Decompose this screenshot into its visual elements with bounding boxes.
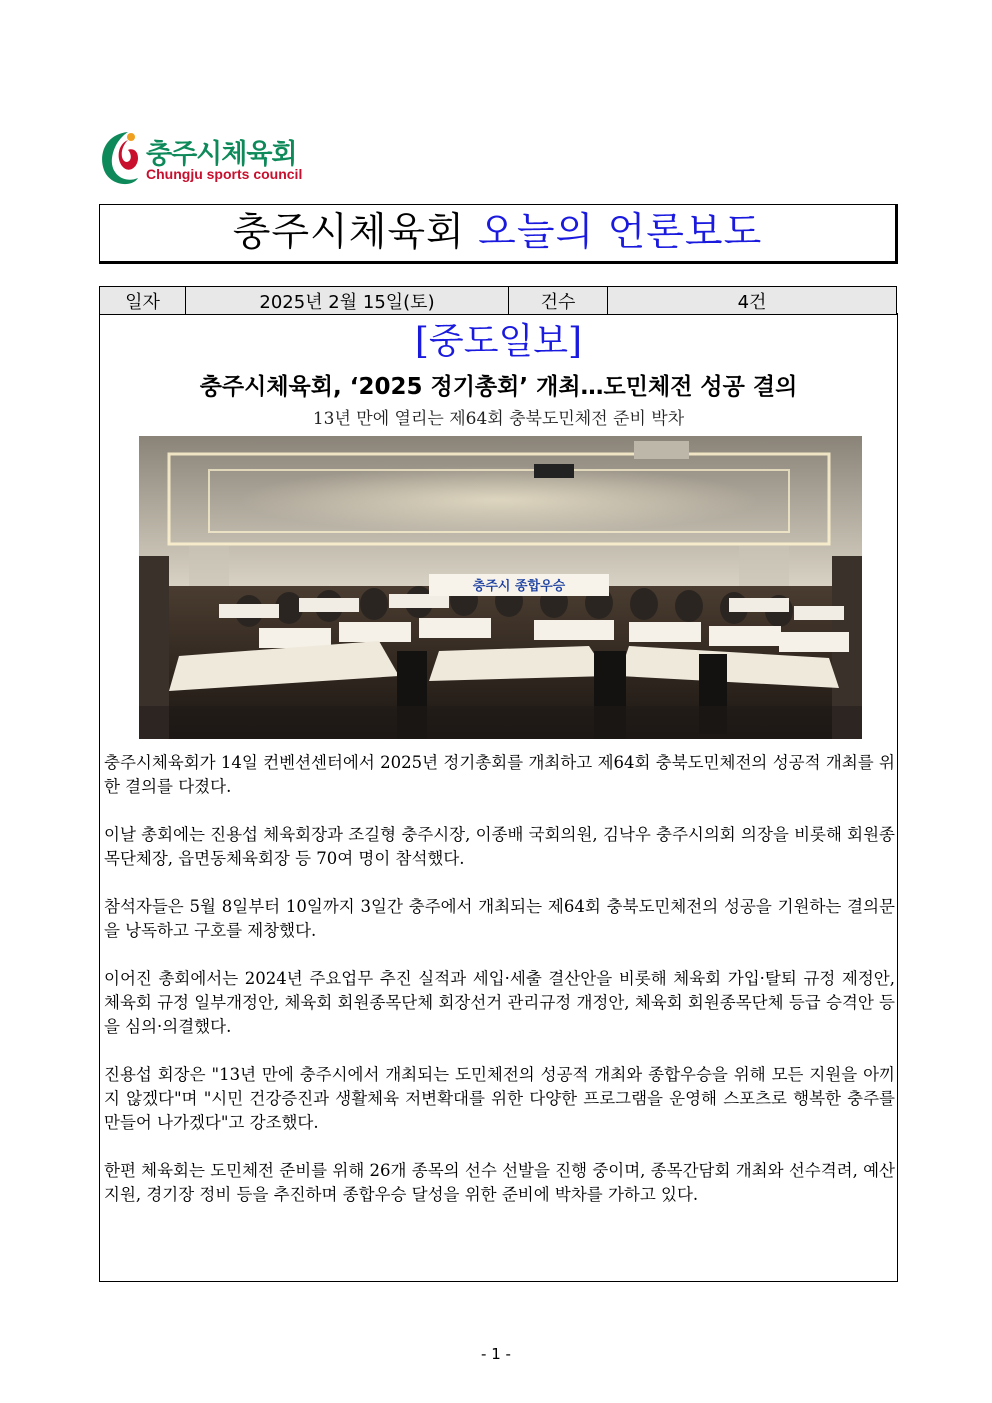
date-value: 2025년 2월 15일(토)	[186, 287, 509, 315]
report-title-box	[99, 204, 898, 264]
report-title-subject: 오늘의 언론보도	[478, 210, 763, 255]
article-paragraph: 이날 총회에는 진용섭 체육회장과 조길형 충주시장, 이종배 국회의원, 김낙우 충주시의회 의장을 비롯해 회원종목단체장, 읍면동체육회장 등 70여 명이 참석했다.	[104, 825, 895, 868]
logo-emblem-icon	[98, 128, 142, 188]
report-title-org: 충주시체육회	[232, 210, 465, 255]
article-photo	[139, 436, 862, 739]
logo	[98, 128, 318, 190]
article-paragraph: 충주시체육회가 14일 컨벤션센터에서 2025년 정기총회를 개최하고 제64회 충북도민체전의 성공적 개최를 위한 결의를 다졌다.	[104, 753, 895, 796]
news-source: [중도일보]	[414, 321, 583, 362]
article-subheadline: 13년 만에 열리는 제64회 충북도민체전 준비 박차	[312, 409, 685, 429]
article-paragraph: 이어진 총회에서는 2024년 주요업무 추진 실적과 세입·세출 결산안을 비롯해 체육회 가입·탈퇴 규정 제정안, 체육회 규정 일부개정안, 체육회 회원종목단체 회장선거 관리규정 개정안, 체육회 회원종목단체 등급 승격안 등을 심의·의결했다.	[104, 969, 895, 1036]
count-label: 건수	[509, 287, 608, 315]
article-paragraph: 진용섭 회장은 "13년 만에 충주시에서 개최되는 도민체전의 성공적 개최와 종합우승을 위해 모든 지원을 아끼지 않겠다"며 "시민 건강증진과 생활체육 저변확대를 위한 다양한 프로그램을 운영해 스포츠로 행복한 충주를 만들어 나가겠다"고 강조했다.	[104, 1065, 895, 1132]
article-paragraph: 참석자들은 5월 8일부터 10일까지 3일간 충주에서 개최되는 제64회 충북도민체전의 성공을 기원하는 결의문을 낭독하고 구호를 제창했다.	[104, 897, 895, 940]
photo-banner-main: 충주시 종합우승	[472, 579, 566, 594]
report-title	[233, 210, 763, 255]
event-photo-image	[139, 436, 862, 739]
logo-english-name: Chungju sports council	[146, 166, 303, 182]
count-value: 4건	[608, 287, 897, 315]
date-label: 일자	[100, 287, 186, 315]
article-body	[104, 751, 895, 1231]
info-table	[99, 286, 897, 315]
page-number: - 1 -	[481, 1345, 511, 1363]
info-row	[100, 287, 897, 315]
logo-korean-name: 충주시체육회	[146, 139, 297, 170]
article-paragraph: 한편 체육회는 도민체전 준비를 위해 26개 종목의 선수 선발을 진행 중이며, 종목간담회 개최와 선수격려, 예산지원, 경기장 정비 등을 추진하며 종합우승 달성을 위한 준비에 박차를 가하고 있다.	[104, 1161, 895, 1204]
article-box	[99, 313, 898, 1282]
article-headline: 충주시체육회, ‘2025 정기총회’ 개최…도민체전 성공 결의	[199, 374, 798, 400]
